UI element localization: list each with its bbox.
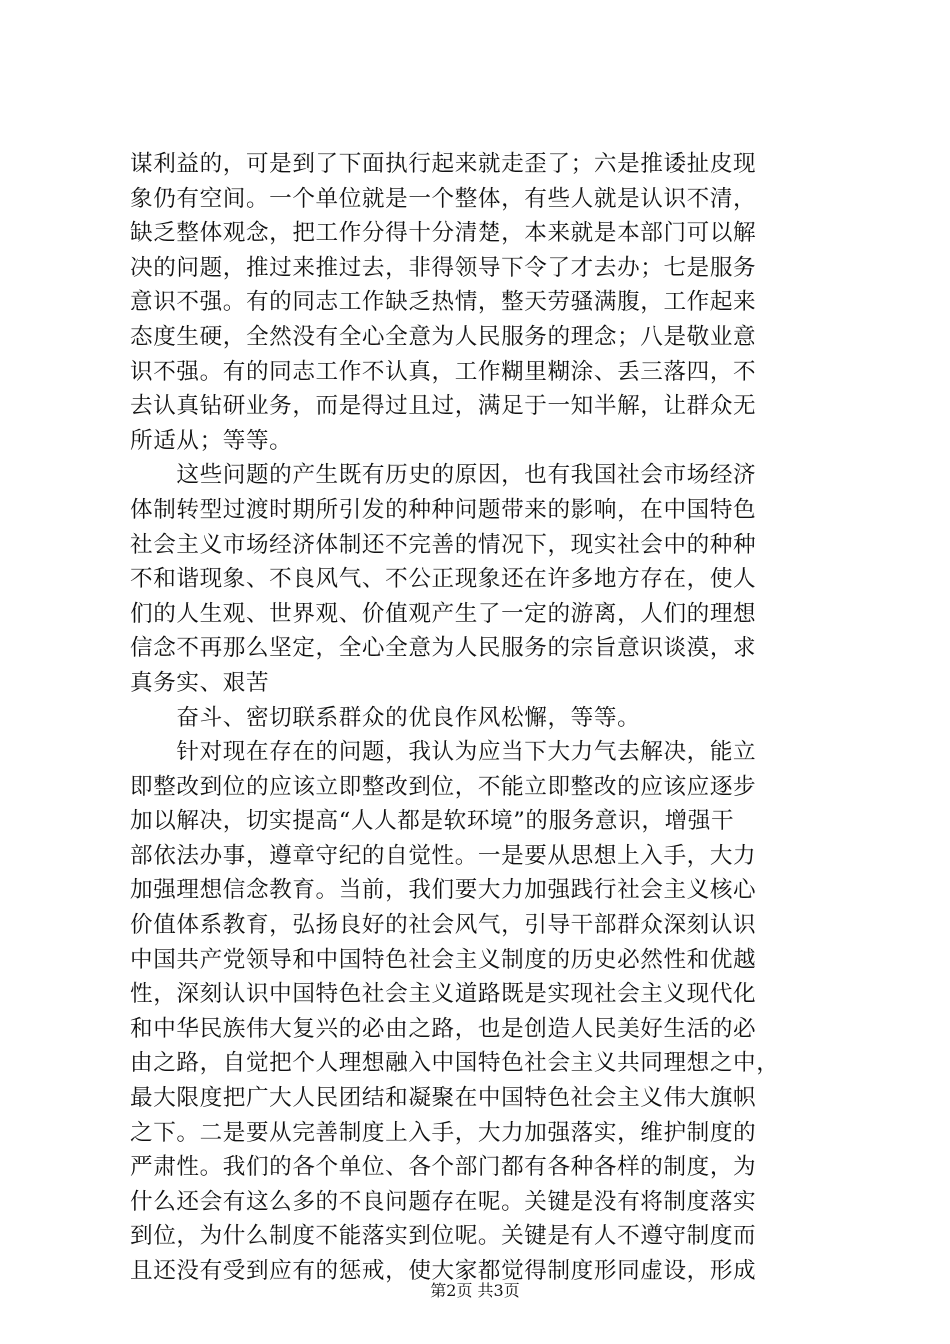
text-line: 性，深刻认识中国特色社会主义道路既是实现社会主义现代化	[130, 981, 757, 1008]
text-line: 不和谐现象、不良风气、不公正现象还在许多地方存在，使人	[130, 566, 757, 593]
text-line: 和中华民族伟大复兴的必由之路，也是创造人民美好生活的必	[130, 1015, 757, 1042]
text-line: 什么还会有这么多的不良问题存在呢。关键是没有将制度落实	[130, 1188, 757, 1215]
text-line: 最大限度把广大人民团结和凝聚在中国特色社会主义伟大旗帜	[130, 1085, 757, 1112]
text-line: 体制转型过渡时期所引发的种种问题带来的影响，在中国特色	[130, 496, 757, 523]
text-line: 谋利益的，可是到了下面执行起来就走歪了；六是推诿扯皮现	[130, 151, 757, 177]
text-line: 部依法办事，遵章守纪的自觉性。一是要从思想上入手，大力	[130, 842, 757, 869]
text-line: 且还没有受到应有的惩戒，使大家都觉得制度形同虚设，形成	[130, 1258, 757, 1284]
text-line: 意识不强。有的同志工作缺乏热情，整天劳骚满腹，工作起来	[130, 289, 757, 316]
text-line: 缺乏整体观念，把工作分得十分清楚，本来就是本部门可以解	[130, 220, 757, 247]
text-line: 即整改到位的应该立即整改到位，不能立即整改的应该应逐步	[130, 773, 757, 800]
text-line: 加强理想信念教育。当前，我们要大力加强践行社会主义核心	[130, 877, 757, 904]
text-line: 严肃性。我们的各个单位、各个部门都有各种各样的制度，为	[130, 1154, 757, 1181]
text-line: 中国共产党领导和中国特色社会主义制度的历史必然性和优越	[130, 946, 757, 973]
text-line: 决的问题，推过来推过去，非得领导下令了才去办；七是服务	[130, 254, 757, 281]
text-line: 价值体系教育，弘扬良好的社会风气，引导干部群众深刻认识	[130, 912, 757, 939]
text-line: 加以解决，切实提高“人人都是软环境”的服务意识，增强干	[130, 808, 735, 835]
text-line: 到位，为什么制度不能落实到位呢。关键是有人不遵守制度而	[130, 1223, 757, 1250]
text-line: 之下。二是要从完善制度上入手，大力加强落实，维护制度的	[130, 1119, 757, 1146]
text-line: 识不强。有的同志工作不认真，工作糊里糊涂、丢三落四，不	[130, 358, 757, 385]
text-line: 针对现在存在的问题，我认为应当下大力气去解决，能立	[130, 739, 757, 766]
text-line: 象仍有空间。一个单位就是一个整体，有些人就是认识不清，	[130, 185, 757, 212]
text-line: 社会主义市场经济体制还不完善的情况下，现实社会中的种种	[130, 531, 757, 558]
text-line: 们的人生观、世界观、价值观产生了一定的游离，人们的理想	[130, 600, 757, 627]
text-line: 真务实、艰苦	[130, 669, 270, 696]
page-footer: 第2页 共3页	[430, 1281, 520, 1300]
document-body	[130, 147, 830, 1289]
text-line: 奋斗、密切联系群众的优良作风松懈，等等。	[130, 704, 641, 731]
text-line: 这些问题的产生既有历史的原因，也有我国社会市场经济	[130, 462, 757, 489]
text-line: 所适从；等等。	[130, 427, 293, 454]
text-line: 去认真钻研业务，而是得过且过，满足于一知半解，让群众无	[130, 393, 757, 420]
text-line: 信念不再那么坚定，全心全意为人民服务的宗旨意识谈漠，求	[130, 635, 757, 662]
text-line: 态度生硬，全然没有全心全意为人民服务的理念；八是敬业意	[130, 323, 757, 350]
text-line: 由之路，自觉把个人理想融入中国特色社会主义共同理想之中，	[130, 1050, 780, 1077]
